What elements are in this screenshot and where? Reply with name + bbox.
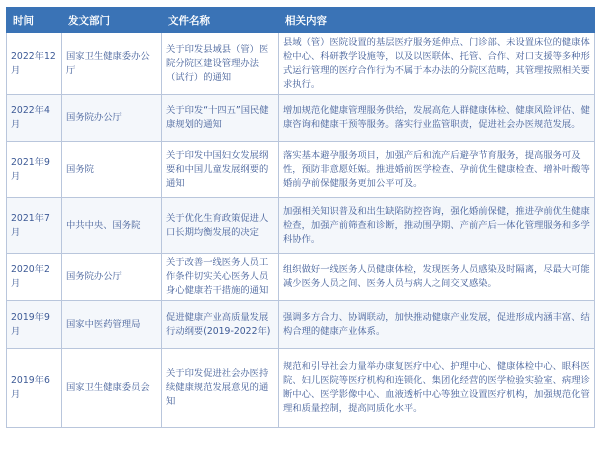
document-title-cell: 关于改善一线医务人员工作条件切实关心医务人员身心健康若干措施的通知 bbox=[162, 254, 279, 301]
table-row bbox=[7, 198, 595, 254]
content-cell: 增加规范化健康管理服务供给，发展高危人群健康体检、健康风险评估、健康咨询和健康干预等服务。落实行业监管职责，促进社会办医规范发展。 bbox=[279, 95, 595, 142]
document-title-cell: 关于印发中国妇女发展纲要和中国儿童发展纲要的通知 bbox=[162, 142, 279, 198]
content-cell: 组织做好一线医务人员健康体检，发现医务人员感染及时隔离，尽最大可能减少医务人员之间、医务人员与病人之间交叉感染。 bbox=[279, 254, 595, 301]
date-cell: 2021年9月 bbox=[7, 142, 62, 198]
department-cell: 国家卫生健康委办公厅 bbox=[62, 33, 162, 95]
date-cell: 2022年4月 bbox=[7, 95, 62, 142]
content-cell: 强调多方合力、协调联动，加快推动健康产业发展，促进形成内涵丰富、结构合理的健康产业体系。 bbox=[279, 301, 595, 349]
table-row bbox=[7, 349, 595, 428]
table-row bbox=[7, 142, 595, 198]
department-cell: 国务院办公厅 bbox=[62, 254, 162, 301]
table-row bbox=[7, 254, 595, 301]
document-title-cell: 关于优化生育政策促进人口长期均衡发展的决定 bbox=[162, 198, 279, 254]
table-row bbox=[7, 301, 595, 349]
content-cell: 规范和引导社会力量举办康复医疗中心、护理中心、健康体检中心、眼科医院、妇儿医院等医疗机构和连锁化、集团化经营的医学检验实验室、病理诊断中心、医学影像中心、血液透析中心等独立设置医疗机构，加强规范化管理和质量控制，提高同质化水平。 bbox=[279, 349, 595, 428]
document-title-cell: 关于印发“十四五”国民健康规划的通知 bbox=[162, 95, 279, 142]
document-title-cell: 关于印发促进社会办医持续健康规范发展意见的通知 bbox=[162, 349, 279, 428]
header-date: 时间 bbox=[7, 8, 62, 33]
content-cell: 落实基本避孕服务项目，加强产后和流产后避孕节育服务，提高服务可及性，预防非意愿妊娠。推进婚前医学检查、孕前优生健康检查、增补叶酸等婚前孕前保健服务更加公平可及。 bbox=[279, 142, 595, 198]
department-cell: 国家中医药管理局 bbox=[62, 301, 162, 349]
header-content: 相关内容 bbox=[279, 8, 595, 33]
policy-table bbox=[6, 7, 595, 428]
content-cell: 加强相关知识普及和出生缺陷防控咨询，强化婚前保健，推进孕前优生健康检查，加强产前筛查和诊断，推动围孕期、产前产后一体化管理服务和多学科协作。 bbox=[279, 198, 595, 254]
department-cell: 国家卫生健康委员会 bbox=[62, 349, 162, 428]
date-cell: 2022年12月 bbox=[7, 33, 62, 95]
header-department: 发文部门 bbox=[62, 8, 162, 33]
header-document-title: 文件名称 bbox=[162, 8, 279, 33]
date-cell: 2020年2月 bbox=[7, 254, 62, 301]
date-cell: 2021年7月 bbox=[7, 198, 62, 254]
document-title-cell: 促进健康产业高质量发展行动纲要(2019-2022年) bbox=[162, 301, 279, 349]
table-row bbox=[7, 95, 595, 142]
date-cell: 2019年9月 bbox=[7, 301, 62, 349]
content-cell: 县域（管）医院设置的基层医疗服务延伸点、门诊部、未设置床位的健康体检中心、科研教学设施等，以及以医联体、托管、合作、对口支援等多种形式运行管理的医疗合作行为不属于本办法的分院区范畴，其管理按照相关要求执行。 bbox=[279, 33, 595, 95]
department-cell: 国务院办公厅 bbox=[62, 95, 162, 142]
date-cell: 2019年6月 bbox=[7, 349, 62, 428]
department-cell: 国务院 bbox=[62, 142, 162, 198]
table-row bbox=[7, 33, 595, 95]
table-header-row bbox=[7, 8, 595, 33]
department-cell: 中共中央、国务院 bbox=[62, 198, 162, 254]
document-title-cell: 关于印发县域县（管）医院分院区建设管理办法（试行）的通知 bbox=[162, 33, 279, 95]
